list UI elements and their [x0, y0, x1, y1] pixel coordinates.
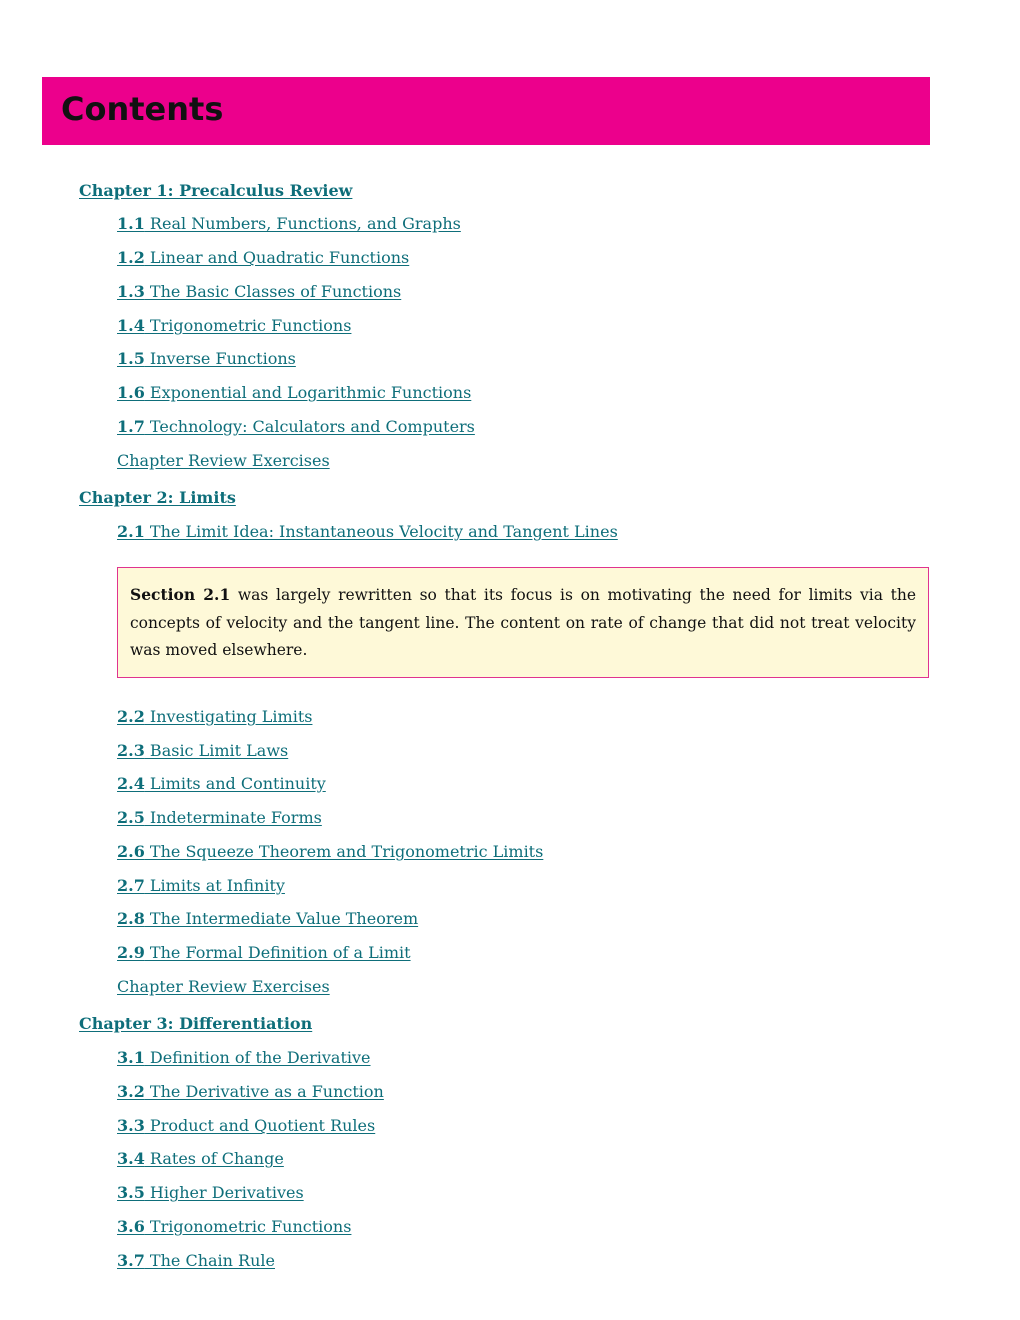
- section-number: 2.1: [117, 522, 145, 541]
- section-number: 2.8: [117, 909, 145, 928]
- toc-section-1-2-link[interactable]: [117, 247, 409, 269]
- section-title: The Basic Classes of Functions: [144, 282, 402, 301]
- section-number: 2.6: [117, 842, 145, 861]
- section-number: 1.2: [117, 248, 145, 267]
- section-title: Real Numbers, Functions, and Graphs: [144, 214, 461, 233]
- section-number: 3.6: [117, 1217, 145, 1236]
- section-number: 1.5: [117, 349, 145, 368]
- section-number: 1.6: [117, 383, 145, 402]
- section-title: Definition of the Derivative: [144, 1048, 371, 1067]
- note-section-ref: Section 2.1: [130, 585, 231, 604]
- section-title: Technology: Calculators and Computers: [144, 417, 475, 436]
- section-number: 2.5: [117, 808, 145, 827]
- toc-section-3-1-link[interactable]: [117, 1047, 371, 1069]
- toc-section-1-1-link[interactable]: [117, 213, 461, 235]
- section-number: 1.4: [117, 316, 145, 335]
- section-title: Trigonometric Functions: [144, 1217, 352, 1236]
- section-title: Higher Derivatives: [144, 1183, 304, 1202]
- section-title: The Limit Idea: Instantaneous Velocity and Tangent Lines: [144, 522, 618, 541]
- toc-section-3-6-link[interactable]: [117, 1216, 351, 1238]
- section-number: 2.9: [117, 943, 145, 962]
- section-number: 2.2: [117, 707, 145, 726]
- toc-section-1-4-link[interactable]: [117, 315, 351, 337]
- page-title: Contents: [61, 90, 224, 128]
- revision-note-box: [117, 567, 929, 678]
- section-title: The Intermediate Value Theorem: [144, 909, 419, 928]
- toc-section-1-6-link[interactable]: [117, 382, 471, 404]
- toc-section-2-7-link[interactable]: [117, 875, 285, 897]
- section-title: Indeterminate Forms: [144, 808, 322, 827]
- toc-section-2-6-link[interactable]: [117, 841, 543, 863]
- section-title: Rates of Change: [144, 1149, 284, 1168]
- toc-section-3-2-link[interactable]: [117, 1081, 384, 1103]
- section-title: Investigating Limits: [144, 707, 313, 726]
- toc-chapter-1-link[interactable]: Chapter 1: Precalculus Review: [79, 181, 353, 200]
- section-title: The Formal Definition of a Limit: [144, 943, 411, 962]
- toc-section-1-3-link[interactable]: [117, 281, 401, 303]
- toc-section-2-8-link[interactable]: [117, 908, 418, 930]
- section-title: The Squeeze Theorem and Trigonometric Limits: [144, 842, 544, 861]
- section-title: Limits and Continuity: [144, 774, 326, 793]
- section-number: 3.5: [117, 1183, 145, 1202]
- section-title: Linear and Quadratic Functions: [144, 248, 410, 267]
- contents-header-bar: [42, 77, 930, 145]
- section-title: Exponential and Logarithmic Functions: [144, 383, 472, 402]
- toc-chapter-1-review-link[interactable]: Chapter Review Exercises: [117, 451, 330, 470]
- section-number: 1.1: [117, 214, 145, 233]
- toc-section-2-2-link[interactable]: [117, 706, 312, 728]
- section-title: Trigonometric Functions: [144, 316, 352, 335]
- section-title: Inverse Functions: [144, 349, 296, 368]
- section-number: 3.1: [117, 1048, 145, 1067]
- note-text: was largely rewritten so that its focus is on motivating the need for limits via the concepts of velocity and the tangent line. The content on rate of change that did not treat velocity was moved elsewhere.: [130, 586, 916, 659]
- toc-section-2-9-link[interactable]: [117, 942, 411, 964]
- section-number: 1.7: [117, 417, 145, 436]
- section-title: The Chain Rule: [144, 1251, 275, 1270]
- section-number: 2.7: [117, 876, 145, 895]
- toc-section-2-1-link[interactable]: [117, 521, 618, 543]
- toc-section-3-3-link[interactable]: [117, 1115, 375, 1137]
- toc-section-2-4-link[interactable]: [117, 773, 326, 795]
- section-number: 1.3: [117, 282, 145, 301]
- toc-section-2-5-link[interactable]: [117, 807, 322, 829]
- toc-section-2-3-link[interactable]: [117, 740, 288, 762]
- section-title: Product and Quotient Rules: [144, 1116, 376, 1135]
- toc-section-3-7-link[interactable]: [117, 1250, 275, 1272]
- toc-chapter-2-link[interactable]: Chapter 2: Limits: [79, 488, 236, 507]
- toc-chapter-2-review-link[interactable]: Chapter Review Exercises: [117, 977, 330, 996]
- toc-section-3-4-link[interactable]: [117, 1148, 284, 1170]
- section-title: Limits at Infinity: [144, 876, 285, 895]
- section-number: 3.3: [117, 1116, 145, 1135]
- section-title: The Derivative as a Function: [144, 1082, 384, 1101]
- toc-section-3-5-link[interactable]: [117, 1182, 304, 1204]
- section-number: 2.4: [117, 774, 145, 793]
- section-title: Basic Limit Laws: [144, 741, 289, 760]
- toc-section-1-5-link[interactable]: [117, 348, 296, 370]
- section-number: 2.3: [117, 741, 145, 760]
- toc-chapter-3-link[interactable]: Chapter 3: Differentiation: [79, 1014, 313, 1033]
- section-number: 3.4: [117, 1149, 145, 1168]
- section-number: 3.2: [117, 1082, 145, 1101]
- toc-section-1-7-link[interactable]: [117, 416, 475, 438]
- section-number: 3.7: [117, 1251, 145, 1270]
